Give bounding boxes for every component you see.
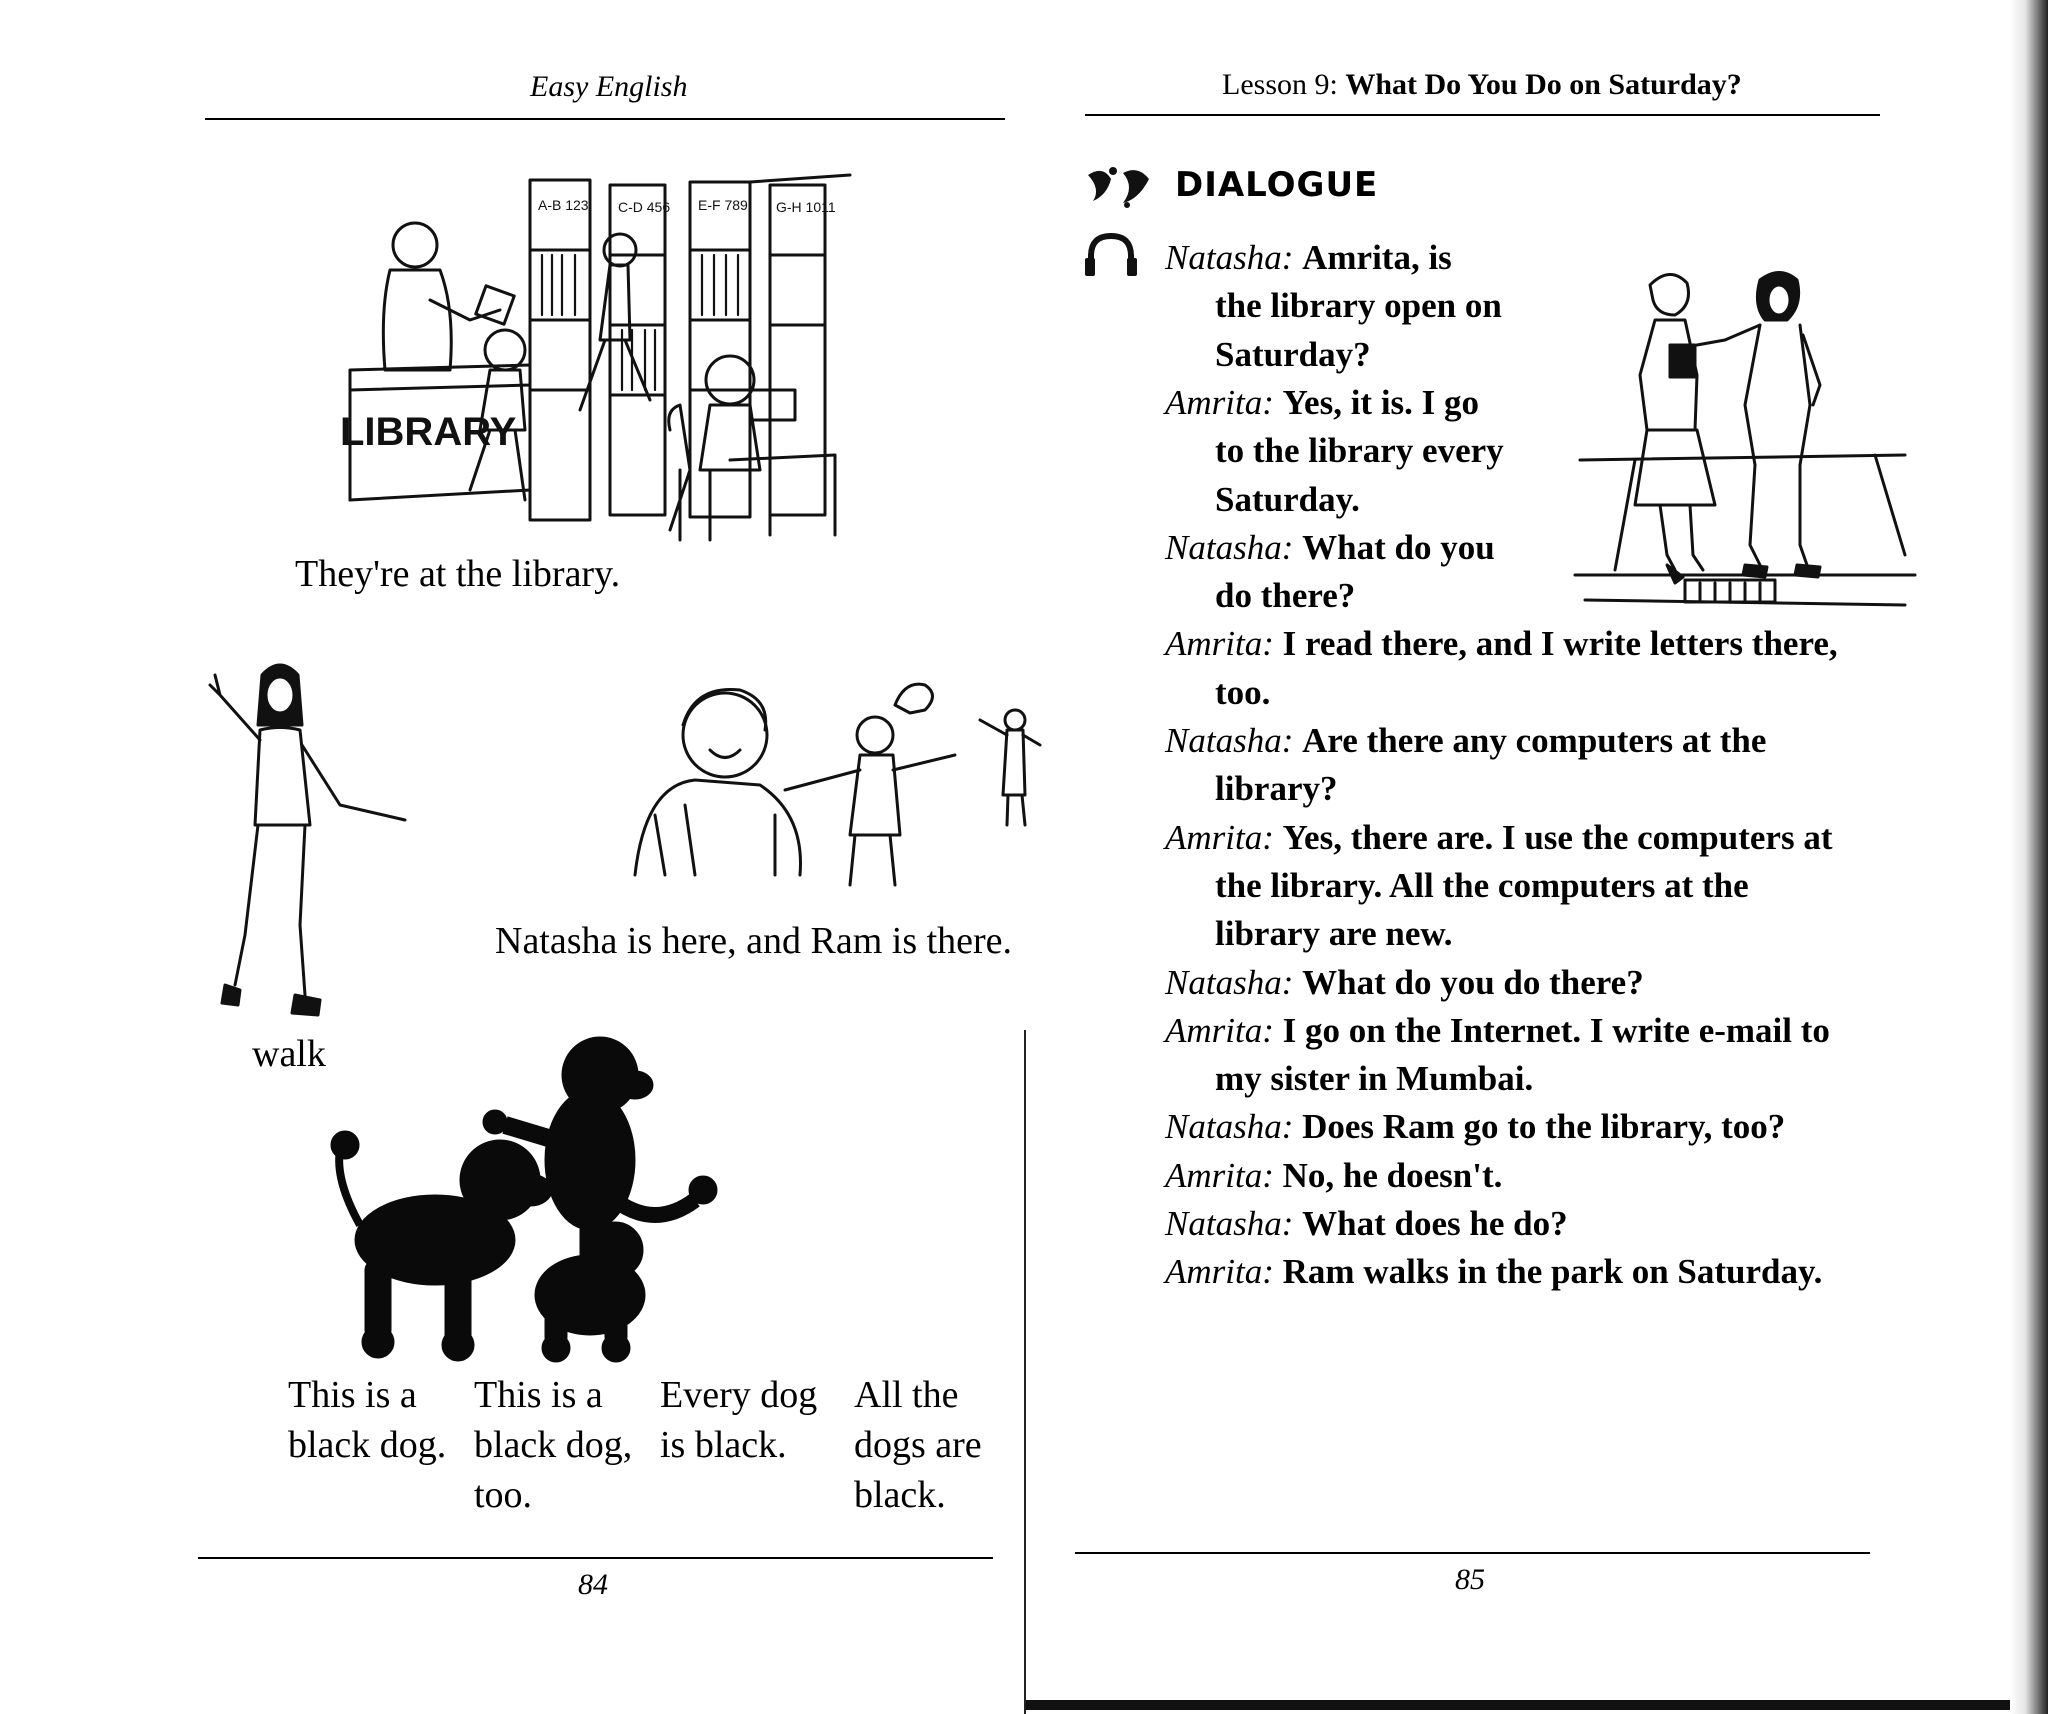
dialogue-speaker: Amrita: (1165, 1155, 1274, 1195)
dialogue-line (1165, 379, 1479, 427)
dialogue-continuation-line (1215, 476, 1360, 524)
dialogue-block (1165, 234, 1995, 1334)
library-illustration (330, 170, 850, 540)
dog-caption-1-line1: This is a (288, 1374, 417, 1416)
dialogue-text: Saturday? (1215, 334, 1371, 374)
dialogue-line (1165, 959, 1644, 1007)
dialogue-text: Are there any computers at the (1302, 721, 1767, 760)
dialogue-continuation-line (1215, 1055, 1533, 1103)
dialogue-line (1165, 1248, 1822, 1296)
dialogue-line (1165, 1200, 1568, 1248)
dialogue-text: library? (1215, 769, 1338, 809)
dog-caption-3-line1: Every dog (660, 1374, 818, 1416)
dialogue-text: Yes, it is. I go (1282, 382, 1480, 422)
shelf-label-3: E-F 789 (698, 197, 748, 213)
library-sign: LIBRARY (340, 410, 517, 454)
page-number-right: 85 (1455, 1563, 1485, 1596)
dog-caption-4-line2: dogs are (854, 1424, 982, 1466)
dog-caption-4-line3: black. (854, 1474, 946, 1516)
page-bottom-edge (1026, 1700, 2048, 1710)
dog-caption-2-line1: This is a (474, 1374, 603, 1416)
dialogue-line (1165, 234, 1452, 282)
dialogue-speaker: Natasha: (1165, 1107, 1294, 1147)
dialogue-line (1165, 620, 1838, 668)
dialogue-text: No, he doesn't. (1282, 1155, 1503, 1195)
dialogue-speaker: Natasha: (1165, 1204, 1294, 1243)
caption-here-there: Natasha is here, and Ram is there. (495, 920, 1013, 962)
running-head-right (1222, 68, 1742, 102)
dialogue-speaker: Natasha: (1165, 238, 1294, 277)
running-head-left: Easy English (530, 70, 688, 103)
dialogue-text: What do you (1302, 527, 1495, 567)
dog-caption-4-line1: All the (854, 1374, 959, 1416)
dialogue-text: I read there, and I write letters there, (1282, 624, 1838, 664)
lesson-number: Lesson 9: (1222, 68, 1338, 101)
dialogue-speaker: Natasha: (1165, 721, 1294, 760)
dialogue-continuation-line (1215, 910, 1453, 958)
dialogue-line (1165, 1007, 1830, 1055)
page-number-left: 84 (578, 1568, 608, 1601)
dialogue-speaker: Amrita: (1165, 382, 1274, 422)
dog-caption-3 (660, 1370, 817, 1470)
dialogue-text: Amrita, is (1302, 238, 1452, 277)
dialogue-text: do there? (1215, 576, 1356, 616)
dog-caption-2-line3: too. (474, 1474, 533, 1516)
caption-library: They're at the library. (295, 553, 621, 595)
dialogue-speaker: Natasha: (1165, 962, 1294, 1002)
dialogue-speaker: Amrita: (1165, 817, 1274, 857)
shelf-label-2: C-D 456 (618, 199, 671, 215)
shelf-label-1: A-B 123 (538, 197, 589, 213)
dialogue-text: the library open on (1215, 286, 1502, 326)
dialogue-continuation-line (1215, 282, 1502, 330)
dialogue-text: to the library every (1215, 431, 1504, 471)
dialogue-continuation-line (1215, 427, 1504, 475)
dog-caption-3-line2: is black. (660, 1424, 787, 1466)
here-there-illustration (625, 675, 1045, 895)
dog-caption-1 (288, 1370, 446, 1470)
dialogue-icon (1083, 165, 1153, 210)
headphones-icon (1085, 232, 1137, 276)
dialogue-text: What do you do there? (1302, 962, 1644, 1002)
dialogue-line (1165, 814, 1833, 862)
page-gutter (1024, 1030, 1026, 1714)
dialogue-continuation-line (1215, 572, 1355, 620)
dialogue-line (1165, 1152, 1502, 1200)
dialogue-text: too. (1215, 672, 1271, 712)
dialogue-continuation-line (1215, 669, 1270, 717)
lesson-title: What Do You Do on Saturday? (1345, 68, 1742, 101)
right-page-edge (2010, 0, 2048, 1714)
dialogue-continuation-line (1215, 765, 1337, 813)
dialogue-text: Does Ram go to the library, too? (1302, 1107, 1786, 1147)
shelf-label-4: G-H 1011 (776, 199, 836, 215)
walking-woman-illustration (200, 655, 410, 1025)
dialogue-speaker: Natasha: (1165, 527, 1294, 567)
dialogue-text: my sister in Mumbai. (1215, 1059, 1534, 1099)
dialogue-text: What does he do? (1302, 1204, 1568, 1243)
footer-rule-right (1075, 1552, 1870, 1554)
section-heading-dialogue: DIALOGUE (1175, 165, 1379, 205)
dialogue-text: library are new. (1215, 914, 1453, 954)
header-rule-left (205, 118, 1005, 120)
black-dogs-illustration (315, 1030, 735, 1360)
dialogue-speaker: Amrita: (1165, 1010, 1274, 1050)
dialogue-continuation-line (1215, 862, 1749, 910)
header-rule-right (1085, 114, 1880, 116)
footer-rule-left (198, 1557, 993, 1559)
dog-caption-2-line2: black dog, (474, 1424, 633, 1466)
dialogue-speaker: Amrita: (1165, 1252, 1274, 1292)
dialogue-text: Ram walks in the park on Saturday. (1282, 1252, 1823, 1292)
dog-caption-4 (854, 1370, 982, 1520)
dialogue-line (1165, 717, 1766, 765)
dog-caption-2 (474, 1370, 632, 1520)
dialogue-text: Saturday. (1215, 479, 1360, 519)
dialogue-speaker: Amrita: (1165, 624, 1274, 664)
dialogue-line (1165, 524, 1495, 572)
dog-caption-1-line2: black dog. (288, 1424, 447, 1466)
dialogue-text: the library. All the computers at the (1215, 865, 1749, 905)
dialogue-text: I go on the Internet. I write e-mail to (1282, 1010, 1830, 1050)
dialogue-line (1165, 1103, 1785, 1151)
caption-walk: walk (252, 1033, 326, 1075)
dialogue-text: Yes, there are. I use the computers at (1282, 817, 1833, 857)
dialogue-continuation-line (1215, 331, 1371, 379)
